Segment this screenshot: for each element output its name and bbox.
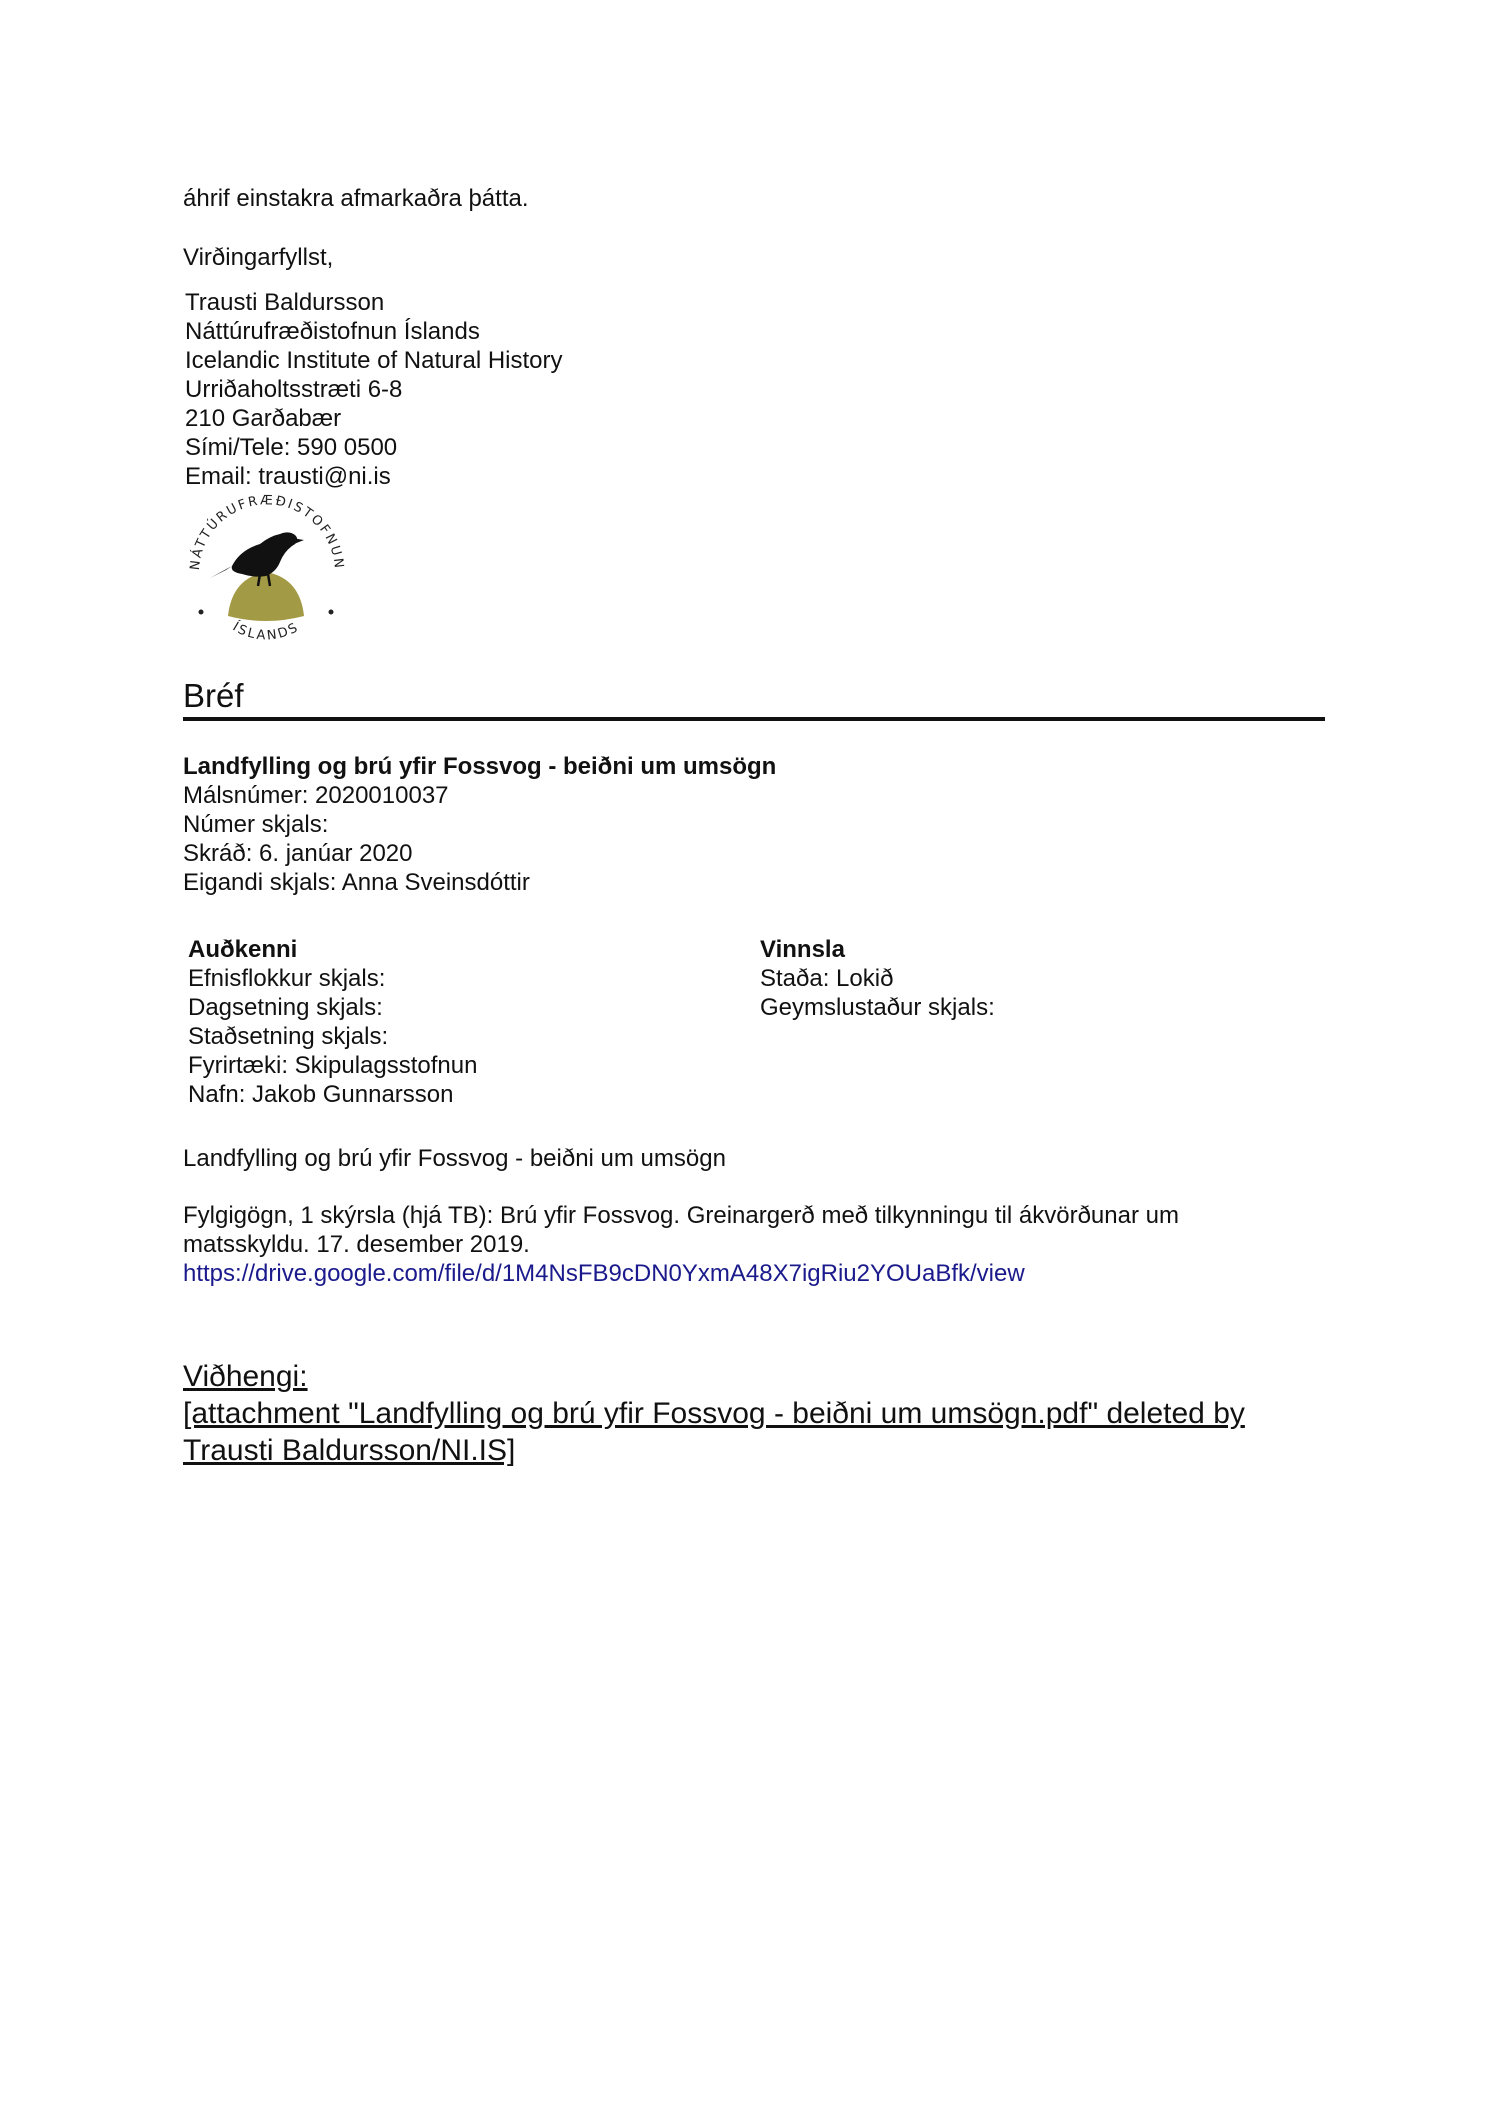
- signature-org-en: Icelandic Institute of Natural History: [185, 347, 563, 374]
- deleted-attachment-line-2[interactable]: Trausti Baldursson/NI.IS]: [183, 1434, 516, 1467]
- registered-date: Skráð: 6. janúar 2020: [183, 840, 413, 867]
- processing-heading: Vinnsla: [760, 936, 845, 963]
- deleted-attachment-line-1[interactable]: [attachment "Landfylling og brú yfir Fossvog - beiðni um umsögn.pdf" deleted by: [183, 1397, 1245, 1430]
- attachments-note: [183, 1201, 1179, 1288]
- signature-block: [185, 288, 563, 491]
- heading-rule: [183, 717, 1325, 721]
- attachments-note-line-1: Fylgigögn, 1 skýrsla (hjá TB): Brú yfir Fossvog. Greinargerð með tilkynningu til ákvörðunar um: [183, 1202, 1179, 1229]
- logo-raven-beak: [292, 538, 304, 544]
- identifiers-heading: Auðkenni: [188, 936, 298, 963]
- drive-link[interactable]: https://drive.google.com/file/d/1M4NsFB9cDN0YxmA48X7igRiu2YOUaBfk/view: [183, 1260, 1025, 1287]
- signature-org-is: Náttúrufræðistofnun Íslands: [185, 318, 480, 345]
- document-location: Staðsetning skjals:: [188, 1023, 389, 1050]
- identifiers-column: [188, 935, 477, 1109]
- appendix-block: [183, 1358, 1245, 1469]
- company: Fyrirtæki: Skipulagsstofnun: [188, 1052, 478, 1079]
- case-number: Málsnúmer: 2020010037: [183, 782, 449, 809]
- logo-ring-text-bottom: ÍSLANDS: [229, 619, 303, 644]
- contact-name: Nafn: Jakob Gunnarsson: [188, 1081, 454, 1108]
- document-owner: Eigandi skjals: Anna Sveinsdóttir: [183, 869, 530, 896]
- signature-city: 210 Garðabær: [185, 405, 342, 432]
- storage-location: Geymslustaður skjals:: [760, 994, 995, 1021]
- logo-dot-left: [199, 610, 204, 615]
- appendix-label: Viðhengi:: [183, 1360, 308, 1393]
- document-number: Númer skjals:: [183, 811, 329, 838]
- logo-ring-text-top: NÁTTÚRUFRÆÐISTOFNUN: [187, 493, 347, 571]
- processing-status: Staða: Lokið: [760, 965, 894, 992]
- continuation-text: áhrif einstakra afmarkaðra þátta.: [183, 185, 529, 212]
- attachments-note-line-2: matsskyldu. 17. desember 2019.: [183, 1231, 530, 1258]
- document-date: Dagsetning skjals:: [188, 994, 383, 1021]
- signature-street: Urriðaholtsstræti 6-8: [185, 376, 403, 403]
- raven-on-rock-icon: [210, 532, 304, 621]
- body-subject: Landfylling og brú yfir Fossvog - beiðni um umsögn: [183, 1145, 726, 1172]
- section-heading: Bréf: [183, 677, 244, 714]
- logo-rock: [228, 572, 304, 621]
- processing-column: [760, 935, 995, 1022]
- signature-phone: Sími/Tele: 590 0500: [185, 434, 398, 461]
- logo-raven-body: [232, 532, 298, 576]
- logo-raven-tail: [210, 566, 232, 578]
- document-category: Efnisflokkur skjals:: [188, 965, 386, 992]
- closing-salutation: Virðingarfyllst,: [183, 244, 334, 271]
- signature-name: Trausti Baldursson: [185, 289, 385, 316]
- institute-logo: [180, 486, 352, 658]
- letter-title: Landfylling og brú yfir Fossvog - beiðni um umsögn: [183, 753, 777, 780]
- svg-text:ÍSLANDS: [230, 619, 302, 644]
- signature-email: Email: trausti@ni.is: [185, 463, 391, 490]
- logo-dot-right: [329, 610, 334, 615]
- letter-meta: [183, 781, 530, 897]
